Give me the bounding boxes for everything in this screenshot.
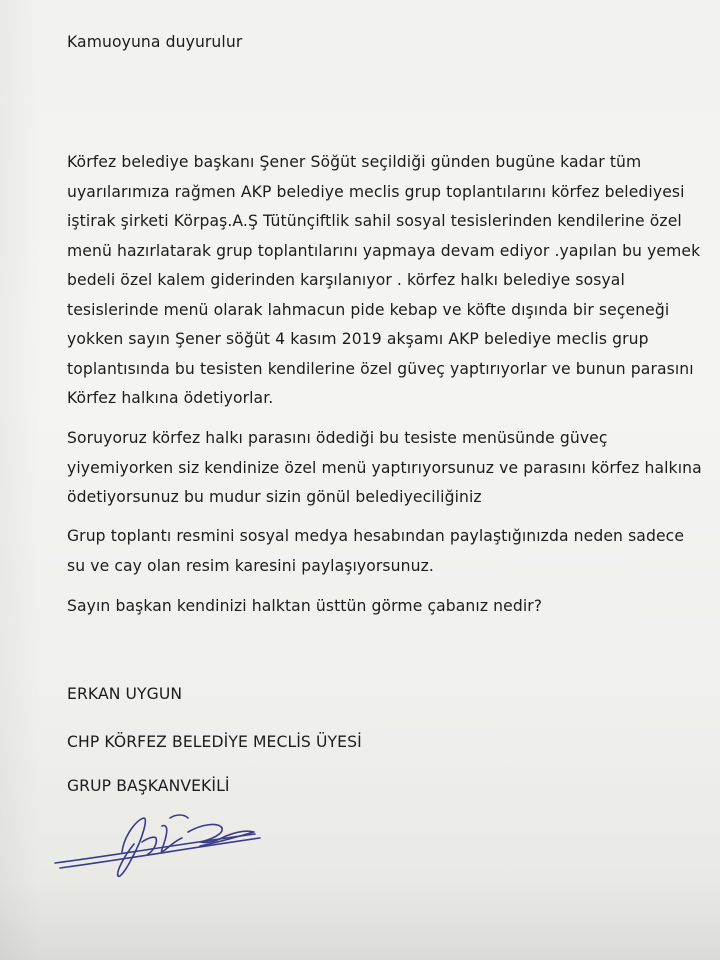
paper-shadow-left: [0, 0, 40, 960]
signatory-name: ERKAN UYGUN: [67, 685, 183, 703]
paragraph-line: ödetiyorsunuz bu mudur sizin gönül belediyeciliğiniz: [67, 488, 482, 506]
paragraph-line: yiyemiyorken siz kendinize özel menü yaptırıyorsunuz ve parasını körfez halkına: [67, 458, 702, 477]
paragraph-line: Körfez belediye başkanı Şener Söğüt seçildiği günden bugüne kadar tüm: [67, 153, 642, 171]
paragraph-1: [67, 148, 700, 414]
signatory-role: GRUP BAŞKANVEKİLİ: [67, 777, 230, 795]
paragraph-line: yokken sayın Şener söğüt 4 kasım 2019 akşamı AKP belediye meclis grup: [67, 330, 649, 348]
paragraph-2: [67, 424, 702, 513]
handwritten-signature: [50, 808, 265, 888]
paragraph-4: [67, 592, 542, 622]
paragraph-line: Sayın başkan kendinizi halktan üsttün görme çabanız nedir?: [67, 597, 543, 615]
paragraph-3: [67, 522, 684, 581]
letter-salutation: Kamuoyuna duyurulur: [67, 33, 243, 51]
paragraph-line: tesislerinde menü olarak lahmacun pide kebap ve köfte dışında bir seçeneği: [67, 300, 670, 319]
paragraph-line: su ve cay olan resim karesini paylaşıyorsunuz.: [67, 556, 434, 575]
paper-shadow-bottom: [0, 880, 720, 960]
paragraph-line: iştirak şirketi Körpaş.A.Ş Tütünçiftlik sahil sosyal tesislerinden kendilerine özel: [67, 212, 682, 230]
paragraph-line: Grup toplantı resmini sosyal medya hesabından paylaştığınızda neden sadece: [67, 527, 685, 545]
paragraph-line: Körfez halkına ödetiyorlar.: [67, 389, 274, 407]
paragraph-line: bedeli özel kalem giderinden karşılanıyor . körfez halkı belediye sosyal: [67, 271, 625, 289]
paragraph-line: menü hazırlatarak grup toplantılarını yapmaya devam ediyor .yapılan bu yemek: [67, 241, 701, 260]
paragraph-line: toplantısında bu tesisten kendilerine özel güveç yaptırıyorlar ve bunun parasını: [67, 359, 694, 378]
paragraph-line: Soruyoruz körfez halkı parasını ödediği bu tesiste menüsünde güveç: [67, 429, 608, 447]
paragraph-line: uyarılarımıza rağmen AKP belediye meclis grup toplantılarını körfez belediyesi: [67, 182, 685, 201]
signatory-title: CHP KÖRFEZ BELEDİYE MECLİS ÜYESİ: [67, 733, 362, 751]
